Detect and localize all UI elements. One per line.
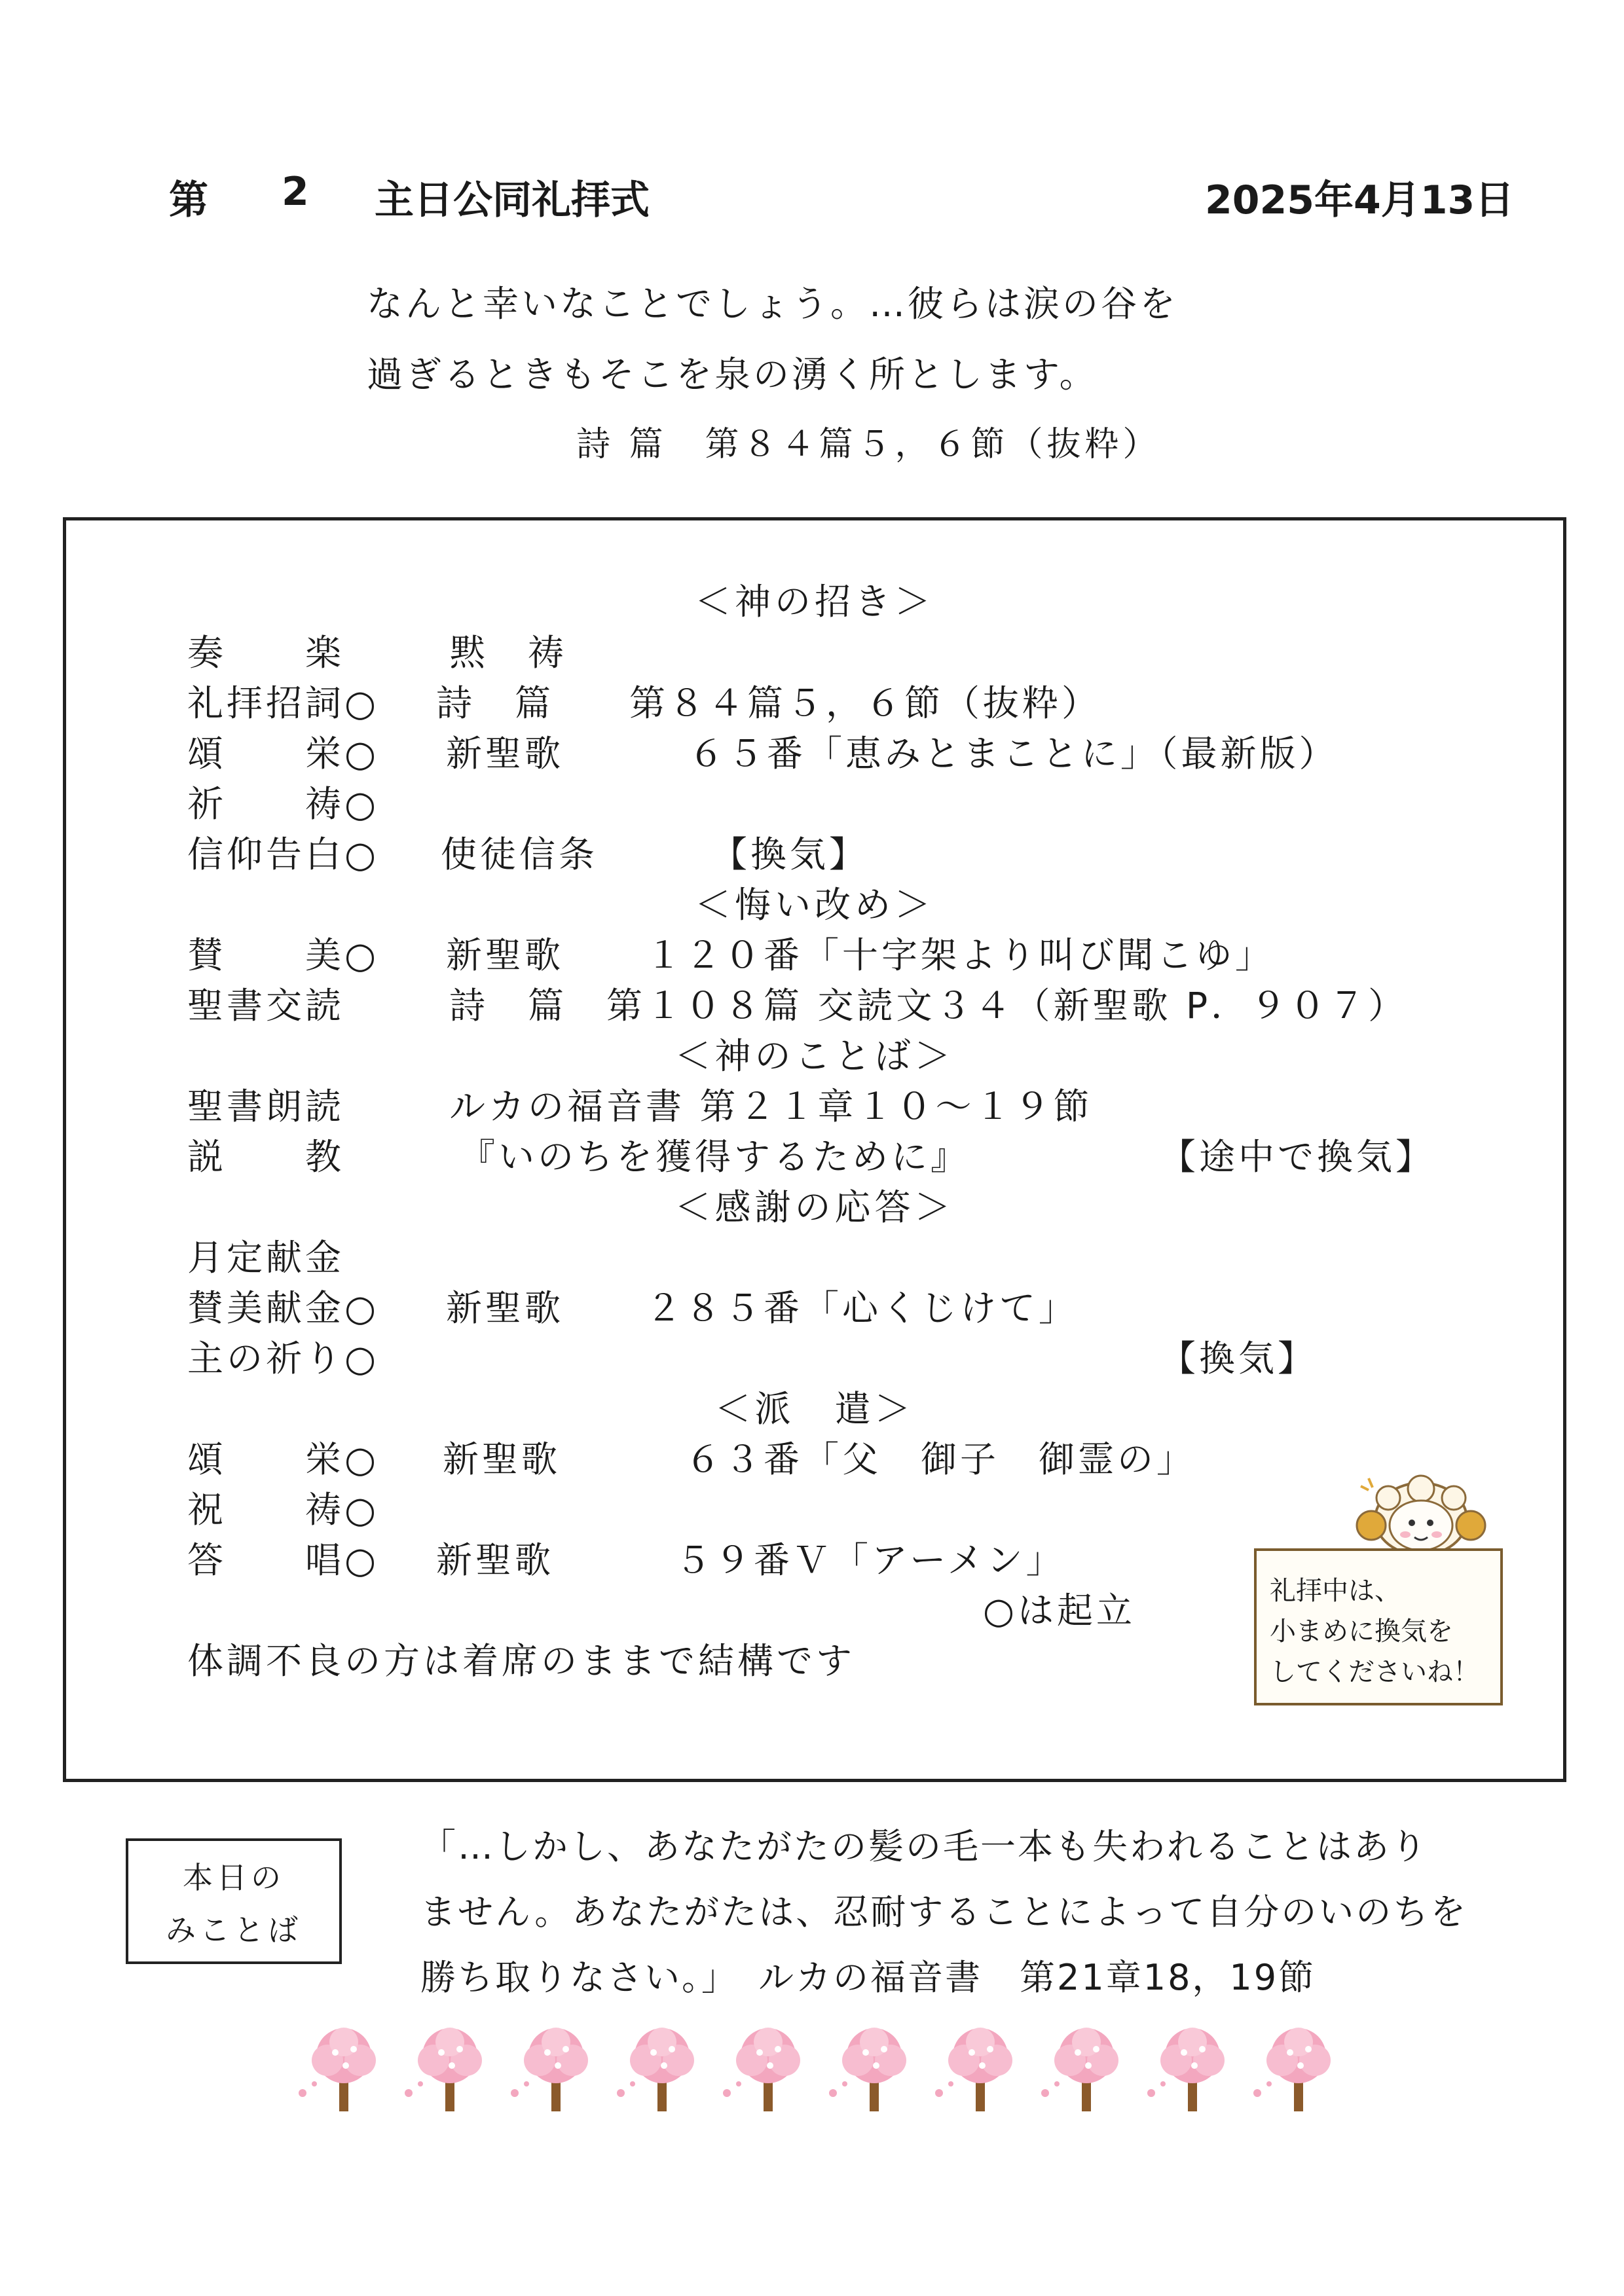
section-title-word: ＜神のことば＞ [674,1035,955,1077]
cherry-tree-icon [931,2020,1029,2118]
program-detail: ６３番「父 御子 御霊の」 [685,1438,1196,1480]
program-detail: 新聖歌 [436,1539,555,1581]
cherry-tree-icon [1037,2020,1135,2118]
program-detail: 新聖歌 [446,934,564,976]
program-row-prelude [66,624,1563,676]
program-row-hymn [66,926,1563,979]
program-label: 主の祈り○ [187,1338,379,1379]
program-detail: 詩 篇 [436,682,555,724]
ventilation-reminder-line-1: 礼拝中は、 [1270,1576,1401,1606]
program-row-call-to-worship [66,674,1563,727]
service-title: 主日公同礼拝式 [375,177,650,223]
theme-verse-line-2: 過ぎるときもそこを泉の湧く所とします。 [367,354,1098,395]
program-detail: ５９番Ｖ「アーメン」 [675,1539,1065,1581]
todays-word-label-line-2: みことば [166,1912,302,1948]
program-label: 頌 栄○ [187,733,379,774]
program-detail: ルカの福音書 第２１章１０～１９節 [449,1085,1093,1127]
todays-word-quote-line-3: 勝ち取りなさい。」 ルカの福音書 第21章18，19節 [420,1957,1316,1998]
todays-word-quote-line-1: 「…しかし、あなたがたの髪の毛一本も失われることはあり [420,1826,1428,1867]
program-label: 説 教 [187,1136,345,1178]
program-detail: 新聖歌 [446,733,564,774]
section-title-repentance: ＜悔い改め＞ [694,884,934,926]
ventilation-reminder-line-3: してくださいね！ [1270,1657,1479,1687]
service-number-prefix: 第 [169,177,208,223]
program-label: 月定献金 [187,1237,345,1279]
program-row-lords-prayer [66,1330,1563,1382]
program-row-scripture-reading [66,1078,1563,1130]
theme-verse-line-1: なんと幸いなことでしょう。…彼らは涙の谷を [367,283,1179,325]
section-title-sending: ＜派 遣＞ [714,1388,915,1430]
sermon-title: 『いのちを獲得するために』 [459,1136,970,1178]
cherry-tree-icon [401,2020,499,2118]
program-label: 奏 楽 [187,632,345,674]
cherry-tree-icon [1249,2020,1348,2118]
cherry-tree-icon [295,2020,393,2118]
program-detail: ６５番「恵みとまことに」（最新版） [688,733,1338,774]
program-row-confession [66,826,1563,878]
program-row-doxology [66,725,1563,777]
program-row-responsive-reading [66,977,1563,1029]
service-number: 2 [282,169,309,215]
health-note: 体調不良の方は着席のままで結構です [187,1640,856,1682]
ventilation-reminder-line-2: 小まめに換気を [1270,1616,1453,1647]
program-detail: 黙 祷 [449,632,568,674]
program-row-benediction [66,1481,1563,1533]
program-detail: 新聖歌 [443,1438,561,1480]
todays-word-quote-line-2: ません。あなたがたは、忍耐することによって自分のいのちを [420,1891,1468,1933]
program-label: 祈 祷○ [187,783,379,825]
program-row-closing-doxology [66,1430,1563,1483]
standing-note: ○は起立 [983,1590,1135,1631]
program-detail: 使徒信条 [441,833,599,875]
section-title-response: ＜感謝の応答＞ [674,1186,955,1228]
program-row-praise-offering [66,1279,1563,1332]
program-label: 信仰告白○ [187,833,379,875]
sheep-icon [1349,1473,1493,1558]
cherry-blossom-border [295,2020,1356,2124]
program-detail: 詩 篇 [449,985,568,1027]
theme-verse-reference: 詩 篇 第８４篇５，６節（抜粋） [576,425,1161,464]
ventilation-mark: 【換気】 [1160,1338,1318,1379]
cherry-tree-icon [719,2020,817,2118]
cherry-tree-icon [507,2020,605,2118]
program-detail: 第８４篇５，６節（抜粋） [629,682,1101,724]
program-row-sermon [66,1128,1563,1180]
program-label: 聖書朗読 [187,1085,345,1127]
ventilation-mark: 【途中で換気】 [1160,1136,1435,1178]
program-row-prayer [66,775,1563,828]
ventilation-mark: 【換気】 [711,833,869,875]
program-detail: 新聖歌 [446,1287,564,1329]
program-label: 聖書交読 [187,985,345,1027]
program-label: 祝 祷○ [187,1489,379,1531]
program-row-monthly-offering [66,1229,1563,1281]
program-detail: ２８５番「心くじけて」 [646,1287,1079,1329]
cherry-tree-icon [825,2020,923,2118]
program-label: 礼拝招詞○ [187,682,379,724]
program-label: 答 唱○ [187,1539,379,1581]
cherry-tree-icon [1143,2020,1242,2118]
ventilation-reminder-box [1254,1548,1503,1705]
cherry-tree-icon [613,2020,711,2118]
program-label: 賛 美○ [187,934,379,976]
program-detail: １２０番「十字架より叫び聞こゆ」 [646,934,1275,976]
service-date: 2025年4月13日 [1205,177,1515,223]
program-detail: 第１０８篇 交読文３４（新聖歌 P．９０７） [606,985,1408,1027]
todays-word-label-box [126,1838,342,1964]
program-label: 賛美献金○ [187,1287,379,1329]
program-label: 頌 栄○ [187,1438,379,1480]
section-title-invitation: ＜神の招き＞ [694,581,934,623]
todays-word-label-line-1: 本日の [183,1860,285,1895]
